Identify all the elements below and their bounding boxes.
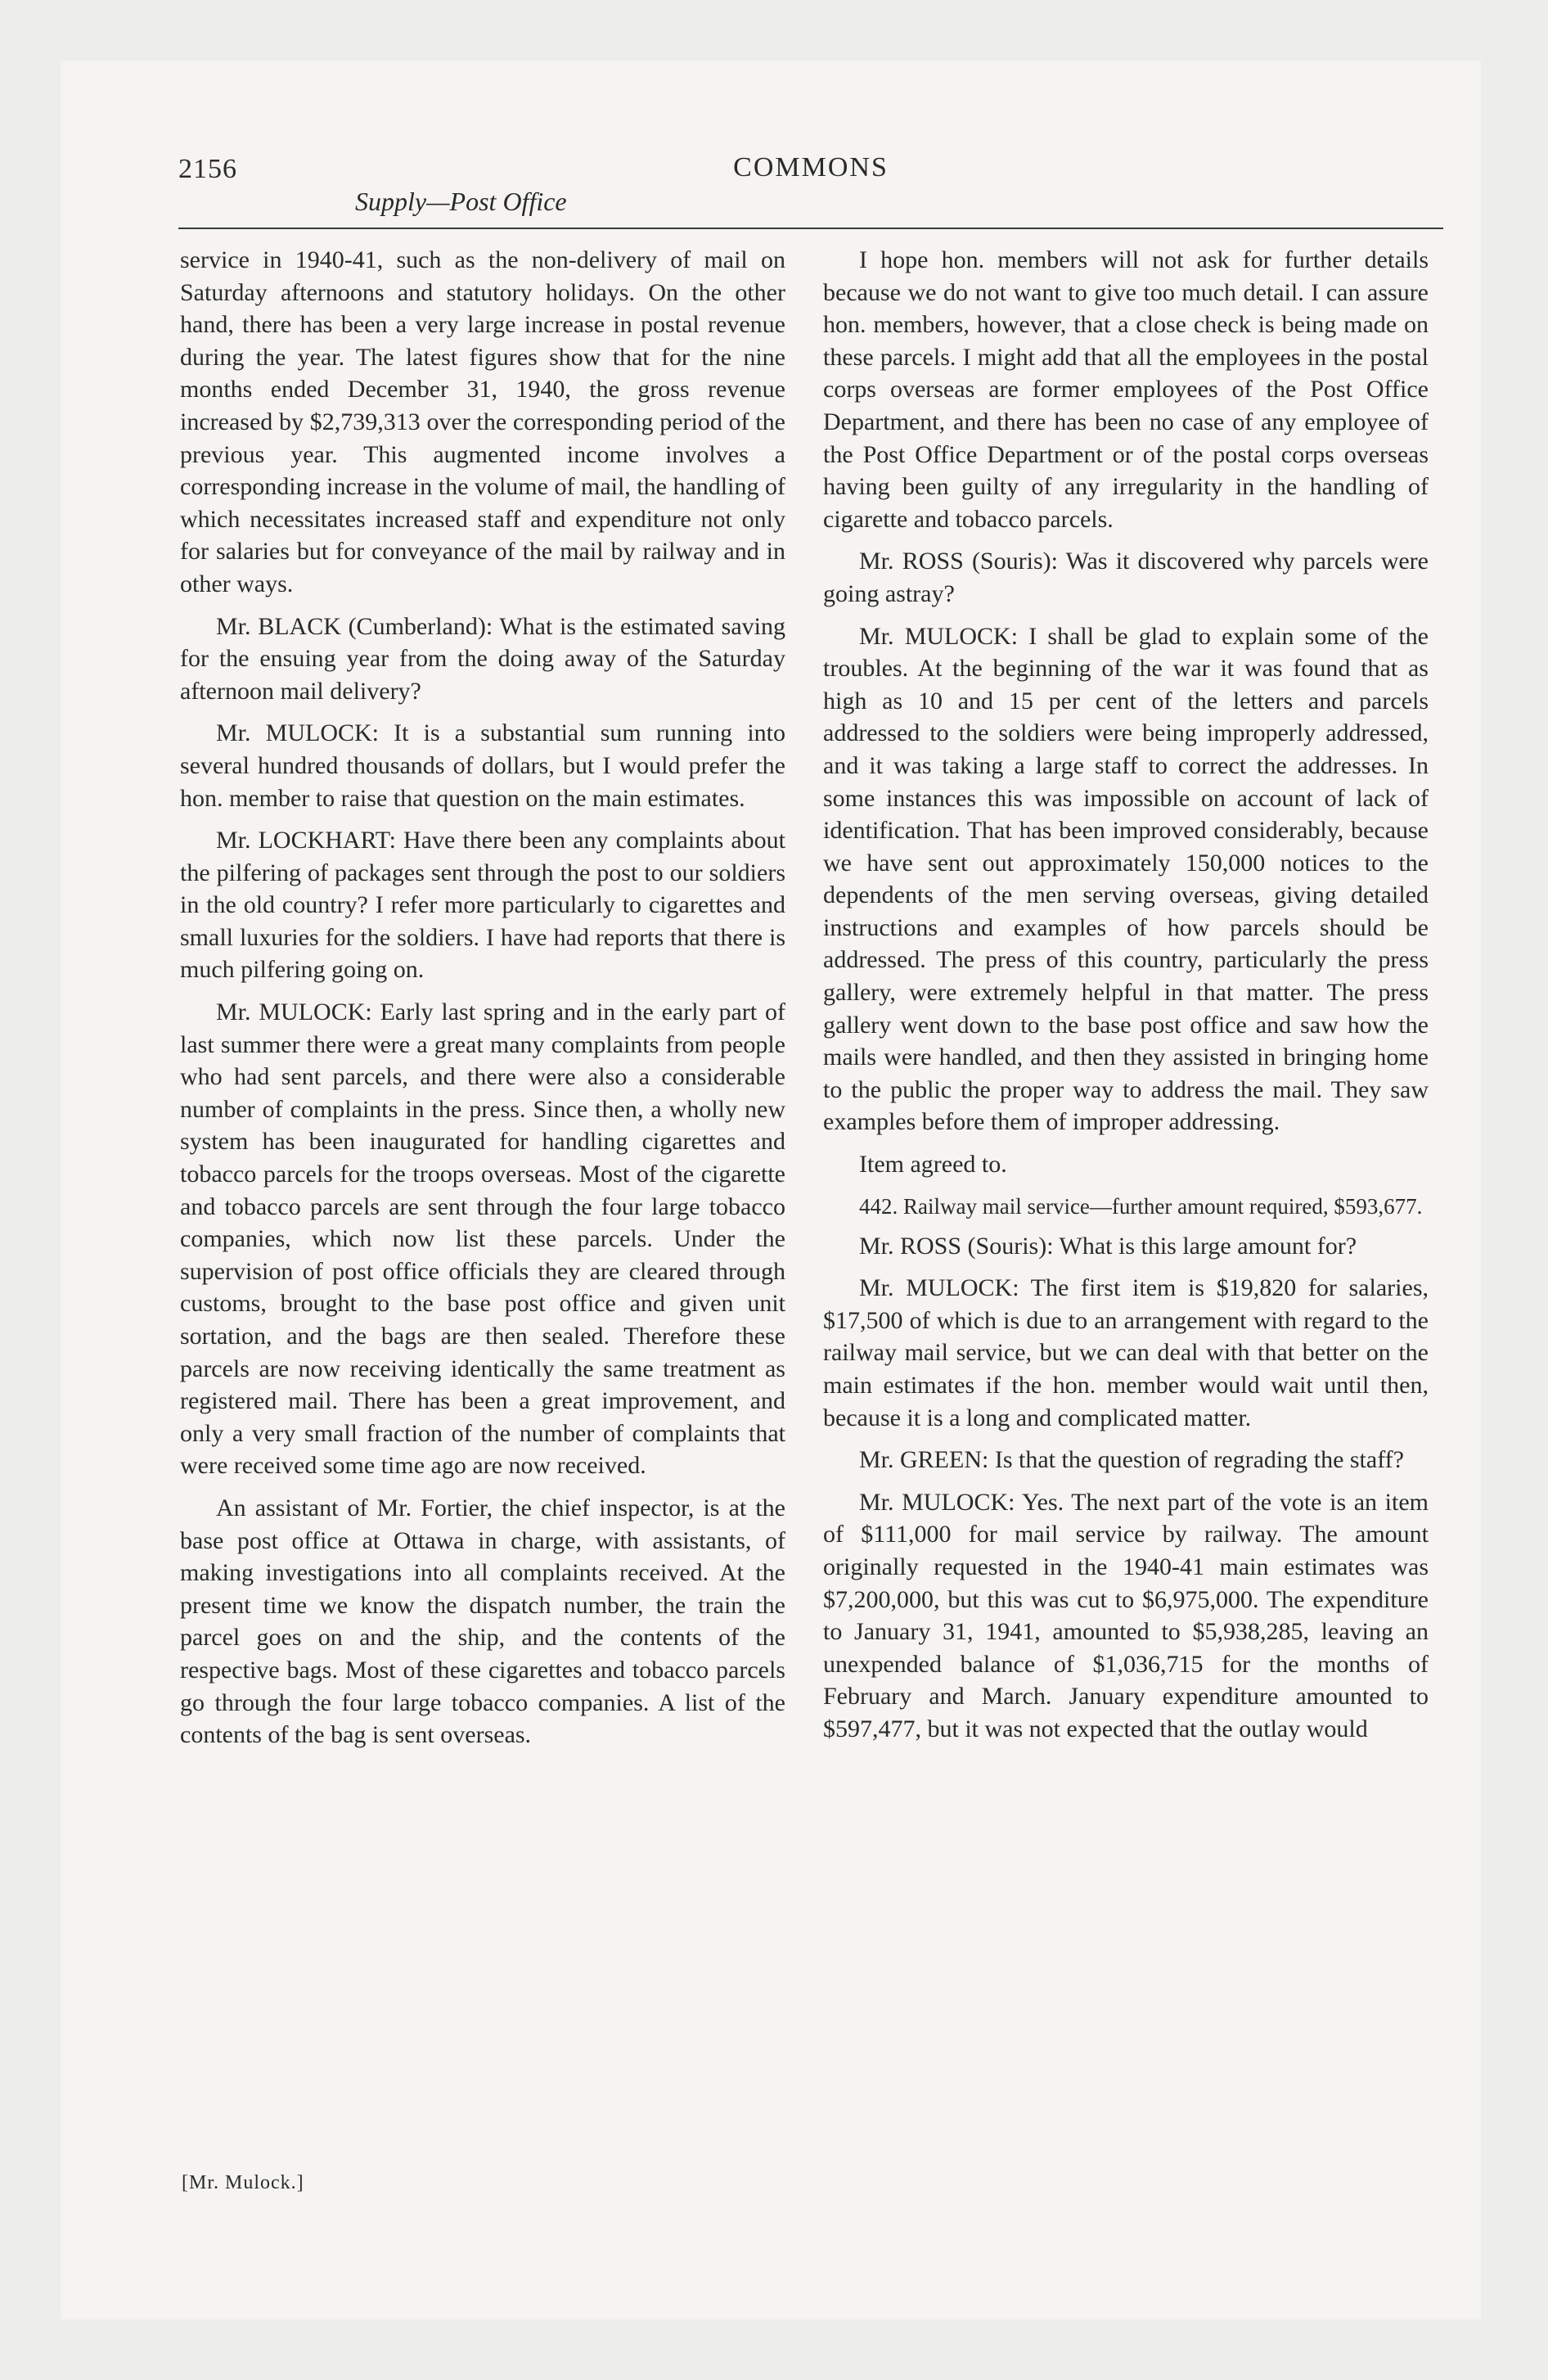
paragraph: Mr. ROSS (Souris): Was it discovered why parcels were going astray? [823,548,1429,607]
page-header [178,154,1443,228]
paragraph: Mr. ROSS (Souris): What is this large amount for? [859,1232,1357,1260]
left-column [180,244,785,1761]
paragraph: I hope hon. members will not ask for further details because we do not want to give too much detail. I can assure hon. members, however, that a close check is being made on these parcels. I might add that all the employees in the postal corps overseas are former employees of the Post Office Department, and there has been no case of any employee of the Post Office Department or of the postal corps overseas having been guilty of any irregularity in the handling of cigarette and tobacco parcels. [823,246,1429,533]
paragraph: Mr. MULOCK: It is a substantial sum running into several hundred thousands of dollars, but I would prefer the hon. member to raise that question on the main estimates. [180,719,785,812]
paragraph: An assistant of Mr. Fortier, the chief inspector, is at the base post office at Ottawa in charge, with assistants, of making investigations into all complaints received. At the present time we know the dispatch number, the train the parcel goes on and the ship, and the contents of the respective bags. Most of these cigarettes and tobacco parcels go through the four large tobacco companies. A list of the contents of the bag is sent overseas. [180,1494,785,1749]
paragraph: service in 1940-41, such as the non-delivery of mail on Saturday afternoons and statutory holidays. On the other hand, there has been a very large increase in postal revenue during the year. The latest figures show that for the nine months ended December 31, 1940, the gross revenue increased by $2,739,313 over the corresponding period of the previous year. This augmented income involves a corresponding increase in the volume of mail, the handling of which necessitates increased staff and expenditure not only for salaries but for conveyance of the mail by railway and in other ways. [180,246,785,597]
right-column [823,244,1429,1756]
running-title: COMMONS [733,152,889,183]
paragraph: Mr. MULOCK: Yes. The next part of the vote is an item of $111,000 for mail service by railway. The amount originally requested in the 1940-41 main estimates was $7,200,000, but this was cut to $6,975,000. The expenditure to January 31, 1941, amounted to $5,938,285, leaving an unexpended balance of $1,036,715 for the months of February and March. January expenditure amounted to $597,477, but it was not expected that the outlay would [823,1488,1429,1742]
paragraph: Mr. MULOCK: The first item is $19,820 for salaries, $17,500 of which is due to an arrangement with regard to the railway mail service, but we can deal with that better on the main estimates if the hon. member would wait until then, because it is a long and complicated matter. [823,1274,1429,1431]
estimate-item: 442. Railway mail service—further amount required, $593,677. [859,1193,1423,1219]
paragraph: Item agreed to. [859,1151,1007,1179]
paragraph: Mr. LOCKHART: Have there been any complaints about the pilfering of packages sent through the post to our soldiers in the old country? I refer more particularly to cigarettes and small luxuries for the soldiers. I have had reports that there is much pilfering going on. [180,827,785,984]
paragraph: Mr. GREEN: Is that the question of regrading the staff? [859,1446,1404,1474]
paragraph: Mr. BLACK (Cumberland): What is the estimated saving for the ensuing year from the doing away of the Saturday afternoon mail delivery? [180,612,785,705]
header-rule [178,228,1443,229]
section-heading: Supply—Post Office [355,187,567,216]
speaker-attribution: [Mr. Mulock.] [182,2172,304,2193]
paragraph: Mr. MULOCK: I shall be glad to explain some of the troubles. At the beginning of the war it was found that as high as 10 and 15 per cent of the letters and parcels addressed to the soldiers were being improperly addressed, and it was taking a large staff to correct the addresses. In some instances this was impossible on account of lack of identification. That has been improved considerably, because we have sent out approximately 150,000 notices to the dependents of the men serving overseas, giving detailed instructions and examples of how parcels should be addressed. The press of this country, particularly the press gallery, were extremely helpful in that matter. The press gallery went down to the base post office and saw how the mails were handled, and then they assisted in bringing home to the public the proper way to address the mail. They saw examples before them of improper addressing. [823,622,1429,1136]
paragraph: Mr. MULOCK: Early last spring and in the early part of last summer there were a great many complaints from people who had sent parcels, and there were also a considerable number of complaints in the press. Since then, a wholly new system has been inaugurated for handling cigarettes and tobacco parcels for the troops overseas. Most of the cigarette and tobacco parcels are sent through the four large tobacco companies, which now list these parcels. Under the supervision of post office officials they are cleared through customs, brought to the base post office and given unit sortation, and the bags are then sealed. Therefore these parcels are now receiving identically the same treatment as registered mail. There has been a great improvement, and only a very small fraction of the number of complaints that were received some time ago are now received. [180,998,785,1480]
page-number: 2156 [178,154,237,184]
